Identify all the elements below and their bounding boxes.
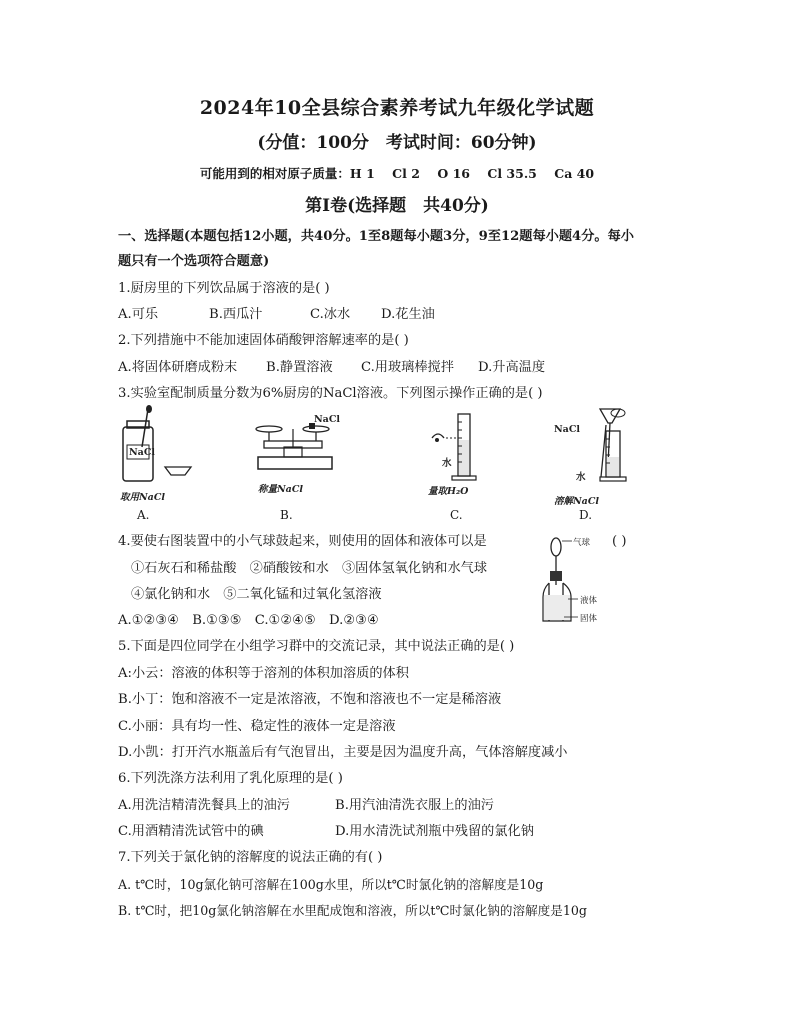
section-instructions-2: 题只有一个选项符合题意) xyxy=(118,254,270,269)
figure-d-water-label: 水 xyxy=(576,472,586,483)
q6-option-d: D.用水清洗试剂瓶中残留的氯化钠 xyxy=(335,824,534,839)
q6-options-row-1 xyxy=(118,797,494,815)
q7-option-a: A. t℃时，10g氯化钠可溶解在100g水里，所以t℃时氯化钠的溶解度是10g xyxy=(118,877,544,892)
q6-option-b: B.用汽油清洗衣服上的油污 xyxy=(335,798,494,813)
figure-d-nacl-label: NaCl xyxy=(554,424,581,435)
figure-b-pan-label: NaCl xyxy=(314,414,341,425)
exam-title: 2024年10全县综合素养考试九年级化学试题 xyxy=(199,97,595,119)
q2-option-a: A.将固体研磨成粉末 xyxy=(118,360,238,375)
figure-c-water-label: 水 xyxy=(442,458,452,469)
q1-option-d: D.花生油 xyxy=(381,307,435,322)
q7-option-b: B. t℃时，把10g氯化钠溶解在水里配成饱和溶液，所以t℃时氯化钠的溶解度是10g xyxy=(118,903,587,918)
q6-option-c: C.用酒精清洗试管中的碘 xyxy=(118,824,264,839)
q5-option-b: B.小丁：饱和溶液不一定是浓溶液，不饱和溶液也不一定是稀溶液 xyxy=(118,692,502,707)
figure-a-letter: A. xyxy=(137,508,150,522)
q5-option-a: A:小云：溶液的体积等于溶剂的体积加溶质的体积 xyxy=(118,666,409,681)
q6-stem: 6.下列洗涤方法利用了乳化原理的是( ) xyxy=(118,771,343,786)
q3-stem: 3.实验室配制质量分数为6%厨房的NaCl溶液。下列图示操作正确的是( ) xyxy=(118,386,543,401)
figure-c-caption: 量取H₂O xyxy=(428,486,469,497)
figure-a-caption: 取用NaCl xyxy=(120,492,166,503)
figure-c-drawing xyxy=(428,410,498,485)
q6-options-row-2 xyxy=(118,823,534,841)
part-one-title: 第Ⅰ卷(选择题 共40分) xyxy=(305,196,489,216)
exam-subtitle: (分值：100分 考试时间：60分钟) xyxy=(257,133,537,153)
q2-option-b: B.静置溶液 xyxy=(266,360,333,375)
figure-c-letter: C. xyxy=(450,508,463,522)
q5-option-d: D.小凯：打开汽水瓶盖后有气泡冒出，主要是因为温度升高，气体溶解度减小 xyxy=(118,745,568,760)
q1-stem: 1.厨房里的下列饮品属于溶液的是( ) xyxy=(118,281,330,296)
figure-b-letter: B. xyxy=(280,508,293,522)
atomic-masses: 可能用到的相对原子质量：H 1 Cl 2 O 16 Cl 35.5 Ca 40 xyxy=(199,166,595,181)
q2-options xyxy=(118,359,545,377)
figure-b-caption: 称量NaCl xyxy=(258,484,304,495)
q1-option-a: A.可乐 xyxy=(118,307,159,322)
q2-stem: 2.下列措施中不能加速固体硝酸钾溶解速率的是( ) xyxy=(118,333,409,348)
section-instructions-1: 一、选择题(本题包括12小题，共40分。1至8题每小题3分，9至12题每小题4分。每小 xyxy=(118,229,634,244)
figure-d-letter: D. xyxy=(579,508,593,522)
q4-options: A.①②③④ B.①③⑤ C.①②④⑤ D.②③④ xyxy=(118,613,379,628)
q4-stem: 4.要使右图装置中的小气球鼓起来，则使用的固体和液体可以是 xyxy=(118,534,487,549)
q2-option-d: D.升高温度 xyxy=(478,360,546,375)
q4-answer-paren: ( ) xyxy=(612,534,627,549)
q1-option-c: C.冰水 xyxy=(310,307,351,322)
q6-option-a: A.用洗洁精清洗餐具上的油污 xyxy=(118,798,290,813)
figure-q4-liquid-label: 液体 xyxy=(580,596,598,606)
q4-choices-line-1: ①石灰石和稀盐酸 ②硝酸铵和水 ③固体氢氧化钠和水气球 xyxy=(131,561,488,576)
figure-q4-balloon-label: 气球 xyxy=(573,538,591,548)
q7-stem: 7.下列关于氯化钠的溶解度的说法正确的有( ) xyxy=(118,850,383,865)
figure-d-caption: 溶解NaCl xyxy=(554,496,600,507)
q2-option-c: C.用玻璃棒搅拌 xyxy=(361,360,454,375)
q4-choices-line-2: ④氯化钠和水 ⑤二氧化锰和过氧化氢溶液 xyxy=(131,587,382,602)
q1-option-b: B.西瓜汁 xyxy=(209,307,263,322)
figure-q4-solid-label: 固体 xyxy=(580,614,598,624)
q1-options xyxy=(118,306,435,324)
figure-a-jar-label: NaCl xyxy=(129,447,156,458)
q5-stem: 5.下面是四位同学在小组学习群中的交流记录，其中说法正确的是( ) xyxy=(118,639,515,654)
q5-option-c: C.小丽：具有均一性、稳定性的液体一定是溶液 xyxy=(118,719,396,734)
